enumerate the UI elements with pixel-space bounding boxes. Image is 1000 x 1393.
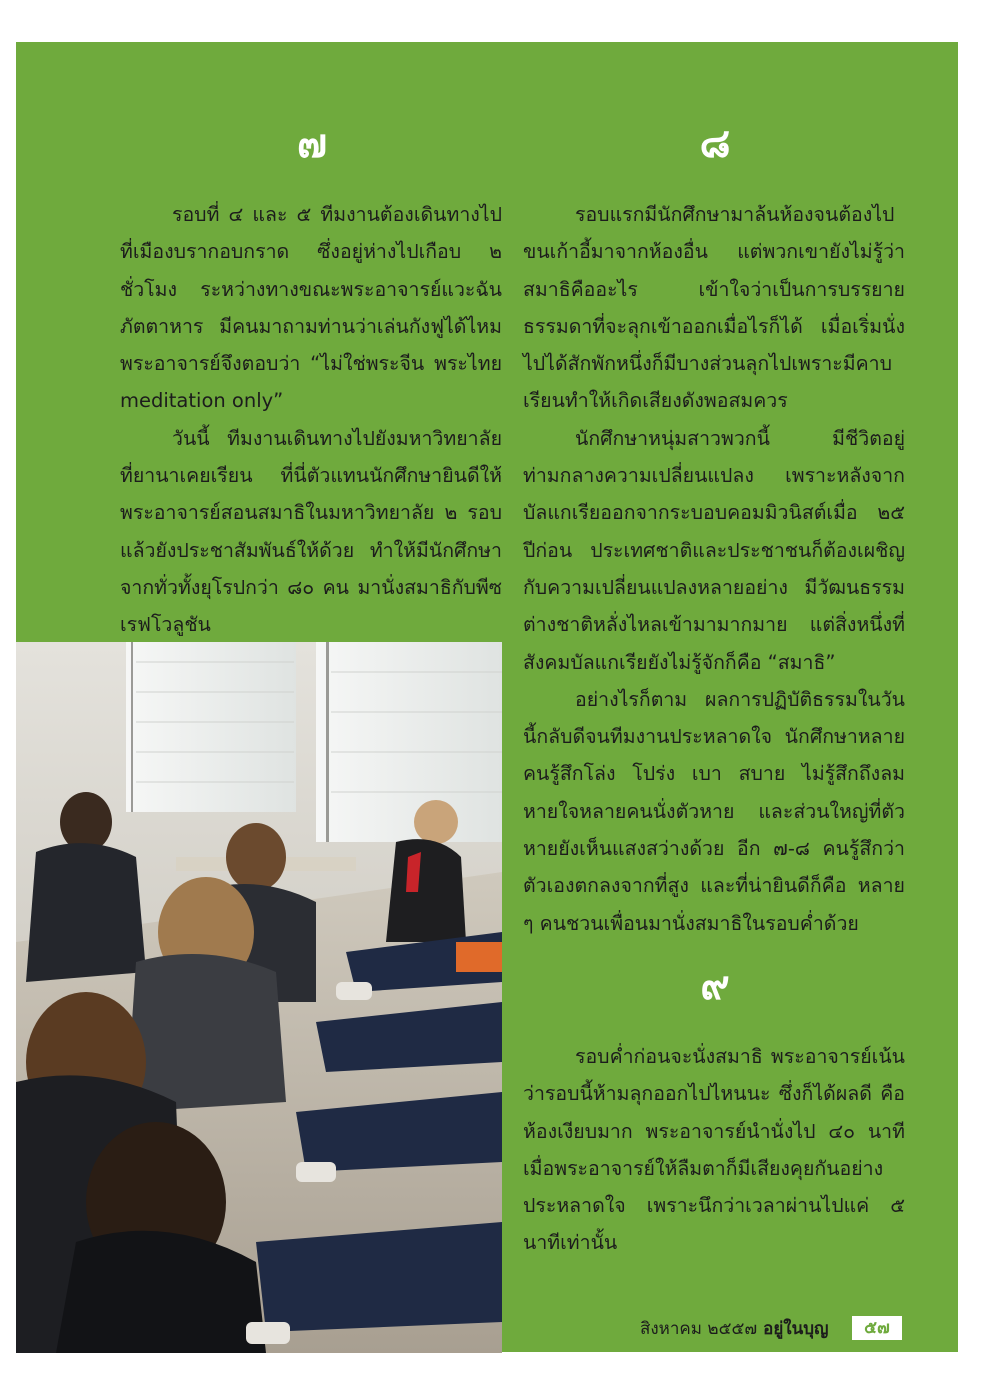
page-number: ๕๗ — [852, 1316, 902, 1340]
magazine-name: อยู่ในบุญ — [763, 1319, 829, 1339]
section-8-paragraph-3: อย่างไรก็ตาม ผลการปฏิบัติธรรมในวันนี้กลับดีจนทีมงานประหลาดใจ นักศึกษาหลายคนรู้สึกโล่ง โปร่ง เบา สบาย ไม่รู้สึกถึงลมหายใจหลายคนนั่งตัวหาย และส่วนใหญ่ที่ตัวหายยังเห็นแสงสว่างด้วย อีก ๗-๘ คนรู้สึกว่าตัวเองตกลงจากที่สูง และที่น่ายินดีก็คือ หลาย ๆ คนชวนเพื่อนมานั่งสมาธิในรอบค่ำด้วย — [523, 687, 905, 935]
section-9-text — [523, 1038, 905, 1262]
section-7-text — [120, 196, 502, 644]
footer-date: สิงหาคม ๒๕๕๗ — [640, 1319, 758, 1339]
section-7-number: ๗ — [296, 121, 328, 167]
section-8-paragraph-2: นักศึกษาหนุ่มสาวพวกนี้ มีชีวิตอยู่ท่ามกลางความเปลี่ยนแปลง เพราะหลังจากบัลแกเรียออกจากระบอบคอมมิวนิสต์เมื่อ ๒๕ ปีก่อน ประเทศชาติและประชาชนก็ต้องเผชิญกับความเปลี่ยนแปลงหลายอย่าง มีวัฒนธรรมต่างชาติหลั่งไหลเข้ามามากมาย แต่สิ่งหนึ่งที่สังคมบัลแกเรียยังไม่รู้จักก็คือ “สมาธิ” — [523, 426, 905, 674]
section-7-paragraph-2: วันนี้ ทีมงานเดินทางไปยังมหาวิทยาลัยที่ยานาเคยเรียน ที่นี่ตัวแทนนักศึกษายินดีให้พระอาจารย์สอนสมาธิในมหาวิทยาลัย ๒ รอบ แล้วยังประชาสัมพันธ์ให้ด้วย ทำให้มีนักศึกษาจากทั่วทั้งยุโรปกว่า ๘๐ คน มานั่งสมาธิกับพีซเรฟโวลูชัน — [120, 426, 502, 637]
section-8-paragraph-1: รอบแรกมีนักศึกษามาล้นห้องจนต้องไปขนเก้าอี้มาจากห้องอื่น แต่พวกเขายังไม่รู้ว่าสมาธิคืออะไร เข้าใจว่าเป็นการบรรยายธรรมดาที่จะลุกเข้าออกเมื่อไรก็ได้ เมื่อเริ่มนั่งไปได้สักพักหนึ่งก็มีบางส่วนลุกไปเพราะมีคาบเรียนทำให้เกิดเสียงดังพอสมควร — [523, 203, 905, 413]
section-8-number: ๘ — [699, 121, 731, 167]
section-9-number: ๙ — [700, 963, 730, 1009]
footer — [640, 1316, 829, 1342]
section-7-paragraph-1: รอบที่ ๔ และ ๕ ทีมงานต้องเดินทางไปที่เมืองบรากอบกราด ซึ่งอยู่ห่างไปเกือบ ๒ ชั่วโมง ระหว่างทางขณะพระอาจารย์แวะฉันภัตตาหาร มีคนมาถามท่านว่าเล่นกังฟูได้ไหม พระอาจารย์จึงตอบว่า “ไม่ใช่พระจีน พระไทย meditation only” — [120, 203, 502, 413]
students-meditation-photo — [16, 642, 502, 1353]
section-9-paragraph-1: รอบค่ำก่อนจะนั่งสมาธิ พระอาจารย์เน้นว่ารอบนี้ห้ามลุกออกไปไหนนะ ซึ่งก็ได้ผลดี คือห้องเงียบมาก พระอาจารย์นำนั่งไป ๔๐ นาที เมื่อพระอาจารย์ให้ลืมตาก็มีเสียงคุยกันอย่างประหลาดใจ เพราะนึกว่าเวลาผ่านไปแค่ ๕ นาทีเท่านั้น — [523, 1045, 905, 1255]
section-8-text — [523, 196, 905, 942]
